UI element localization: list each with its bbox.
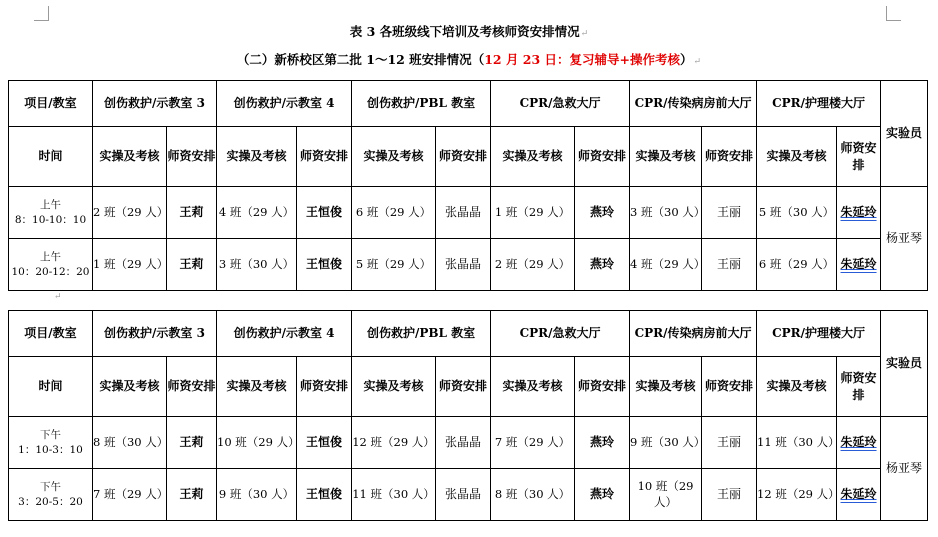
teacher-header: 师资安排 [837, 357, 881, 417]
teacher-cell: 张晶晶 [436, 417, 491, 469]
teacher-cell: 张晶晶 [436, 469, 491, 521]
teacher-header: 师资安排 [837, 127, 881, 187]
class-cell: 7 班（29 人） [491, 417, 575, 469]
room-header: 创伤救护/示教室 4 [217, 311, 352, 357]
teacher-cell: 王丽 [702, 417, 757, 469]
teacher-cell: 王莉 [167, 417, 217, 469]
class-cell: 10 班（29 人） [217, 417, 297, 469]
class-cell: 7 班（29 人） [93, 469, 167, 521]
teacher-cell: 王丽 [702, 239, 757, 291]
teacher-cell: 朱延玲 [837, 417, 881, 469]
class-cell: 10 班（29 人） [630, 469, 702, 521]
teacher-header: 师资安排 [167, 127, 217, 187]
teacher-header: 师资安排 [297, 357, 352, 417]
teacher-header: 师资安排 [575, 357, 630, 417]
time-slot-cell: 下午 1：10-3：10 [9, 417, 93, 469]
practice-header: 实操及考核 [491, 127, 575, 187]
practice-header: 实操及考核 [93, 127, 167, 187]
practice-header: 实操及考核 [93, 357, 167, 417]
teacher-header: 师资安排 [436, 127, 491, 187]
teacher-cell: 王恒俊 [297, 417, 352, 469]
room-header: CPR/急救大厅 [491, 81, 630, 127]
practice-header: 实操及考核 [352, 127, 436, 187]
practice-header: 实操及考核 [217, 127, 297, 187]
lab-staff-header: 实验员 [881, 81, 928, 187]
room-header: 创伤救护/PBL 教室 [352, 311, 491, 357]
class-cell: 2 班（29 人） [491, 239, 575, 291]
class-cell: 11 班（30 人） [352, 469, 436, 521]
class-cell: 9 班（30 人） [630, 417, 702, 469]
class-cell: 11 班（30 人） [757, 417, 837, 469]
time-label-cell: 时间 [9, 357, 93, 417]
subtitle-highlight: 12 月 23 日：复习辅导+操作考核 [484, 52, 681, 67]
teacher-cell: 张晶晶 [436, 187, 491, 239]
room-label-cell: 项目/教室 [9, 81, 93, 127]
lab-staff-header: 实验员 [881, 311, 928, 417]
room-header: 创伤救护/PBL 教室 [352, 81, 491, 127]
teacher-cell: 燕玲 [575, 417, 630, 469]
class-cell: 2 班（29 人） [93, 187, 167, 239]
teacher-header: 师资安排 [167, 357, 217, 417]
class-cell: 6 班（29 人） [757, 239, 837, 291]
document-subtitle: （二）新桥校区第二批 1～12 班安排情况（12 月 23 日：复习辅导+操作考核）↵ [236, 52, 702, 67]
class-cell: 1 班（29 人） [93, 239, 167, 291]
teacher-cell: 燕玲 [575, 239, 630, 291]
paragraph-mark: ↵ [580, 29, 589, 39]
class-cell: 4 班（29 人） [217, 187, 297, 239]
teacher-cell: 王恒俊 [297, 239, 352, 291]
practice-header: 实操及考核 [757, 357, 837, 417]
practice-header: 实操及考核 [491, 357, 575, 417]
room-header: 创伤救护/示教室 3 [93, 311, 217, 357]
class-cell: 9 班（30 人） [217, 469, 297, 521]
class-cell: 12 班（29 人） [757, 469, 837, 521]
room-label-cell: 项目/教室 [9, 311, 93, 357]
room-header: 创伤救护/示教室 3 [93, 81, 217, 127]
schedule-table-afternoon [8, 310, 928, 521]
room-header: CPR/急救大厅 [491, 311, 630, 357]
practice-header: 实操及考核 [217, 357, 297, 417]
teacher-cell: 张晶晶 [436, 239, 491, 291]
class-cell: 6 班（29 人） [352, 187, 436, 239]
teacher-cell: 王恒俊 [297, 187, 352, 239]
schedule-table-morning [8, 80, 928, 291]
teacher-cell: 朱延玲 [837, 187, 881, 239]
teacher-cell: 王丽 [702, 469, 757, 521]
table-row [9, 187, 928, 239]
teacher-cell: 王莉 [167, 239, 217, 291]
class-cell: 3 班（30 人） [217, 239, 297, 291]
class-cell: 5 班（30 人） [757, 187, 837, 239]
teacher-cell: 王莉 [167, 187, 217, 239]
teacher-cell: 朱延玲 [837, 239, 881, 291]
teacher-cell: 朱延玲 [837, 469, 881, 521]
lab-staff-cell: 杨亚琴 [881, 187, 928, 291]
room-header: CPR/传染病房前大厅 [630, 311, 757, 357]
teacher-cell: 王恒俊 [297, 469, 352, 521]
class-cell: 8 班（30 人） [491, 469, 575, 521]
teacher-header: 师资安排 [436, 357, 491, 417]
room-header: CPR/传染病房前大厅 [630, 81, 757, 127]
page-corner-mark-right [886, 6, 901, 21]
teacher-header: 师资安排 [702, 127, 757, 187]
teacher-header: 师资安排 [702, 357, 757, 417]
teacher-cell: 燕玲 [575, 469, 630, 521]
table-row [9, 469, 928, 521]
room-header: CPR/护理楼大厅 [757, 81, 881, 127]
class-cell: 1 班（29 人） [491, 187, 575, 239]
practice-header: 实操及考核 [630, 127, 702, 187]
practice-header: 实操及考核 [630, 357, 702, 417]
page-corner-mark-left [34, 6, 49, 21]
teacher-header: 师资安排 [575, 127, 630, 187]
time-label-cell: 时间 [9, 127, 93, 187]
table-row [9, 239, 928, 291]
practice-header: 实操及考核 [352, 357, 436, 417]
room-header: 创伤救护/示教室 4 [217, 81, 352, 127]
document-title: 表 3 各班级线下培训及考核师资安排情况↵ [349, 24, 589, 39]
practice-header: 实操及考核 [757, 127, 837, 187]
teacher-cell: 王丽 [702, 187, 757, 239]
paragraph-mark: ↵ [693, 57, 702, 67]
table-row [9, 417, 928, 469]
time-slot-cell: 上午 10：20-12：20 [9, 239, 93, 291]
teacher-cell: 燕玲 [575, 187, 630, 239]
teacher-header: 师资安排 [297, 127, 352, 187]
time-slot-cell: 上午 8：10-10：10 [9, 187, 93, 239]
paragraph-mark: ↵ [54, 292, 62, 302]
room-header: CPR/护理楼大厅 [757, 311, 881, 357]
class-cell: 3 班（30 人） [630, 187, 702, 239]
teacher-cell: 王莉 [167, 469, 217, 521]
time-slot-cell: 下午 3：20-5：20 [9, 469, 93, 521]
class-cell: 5 班（29 人） [352, 239, 436, 291]
class-cell: 8 班（30 人） [93, 417, 167, 469]
class-cell: 12 班（29 人） [352, 417, 436, 469]
lab-staff-cell: 杨亚琴 [881, 417, 928, 521]
class-cell: 4 班（29 人） [630, 239, 702, 291]
